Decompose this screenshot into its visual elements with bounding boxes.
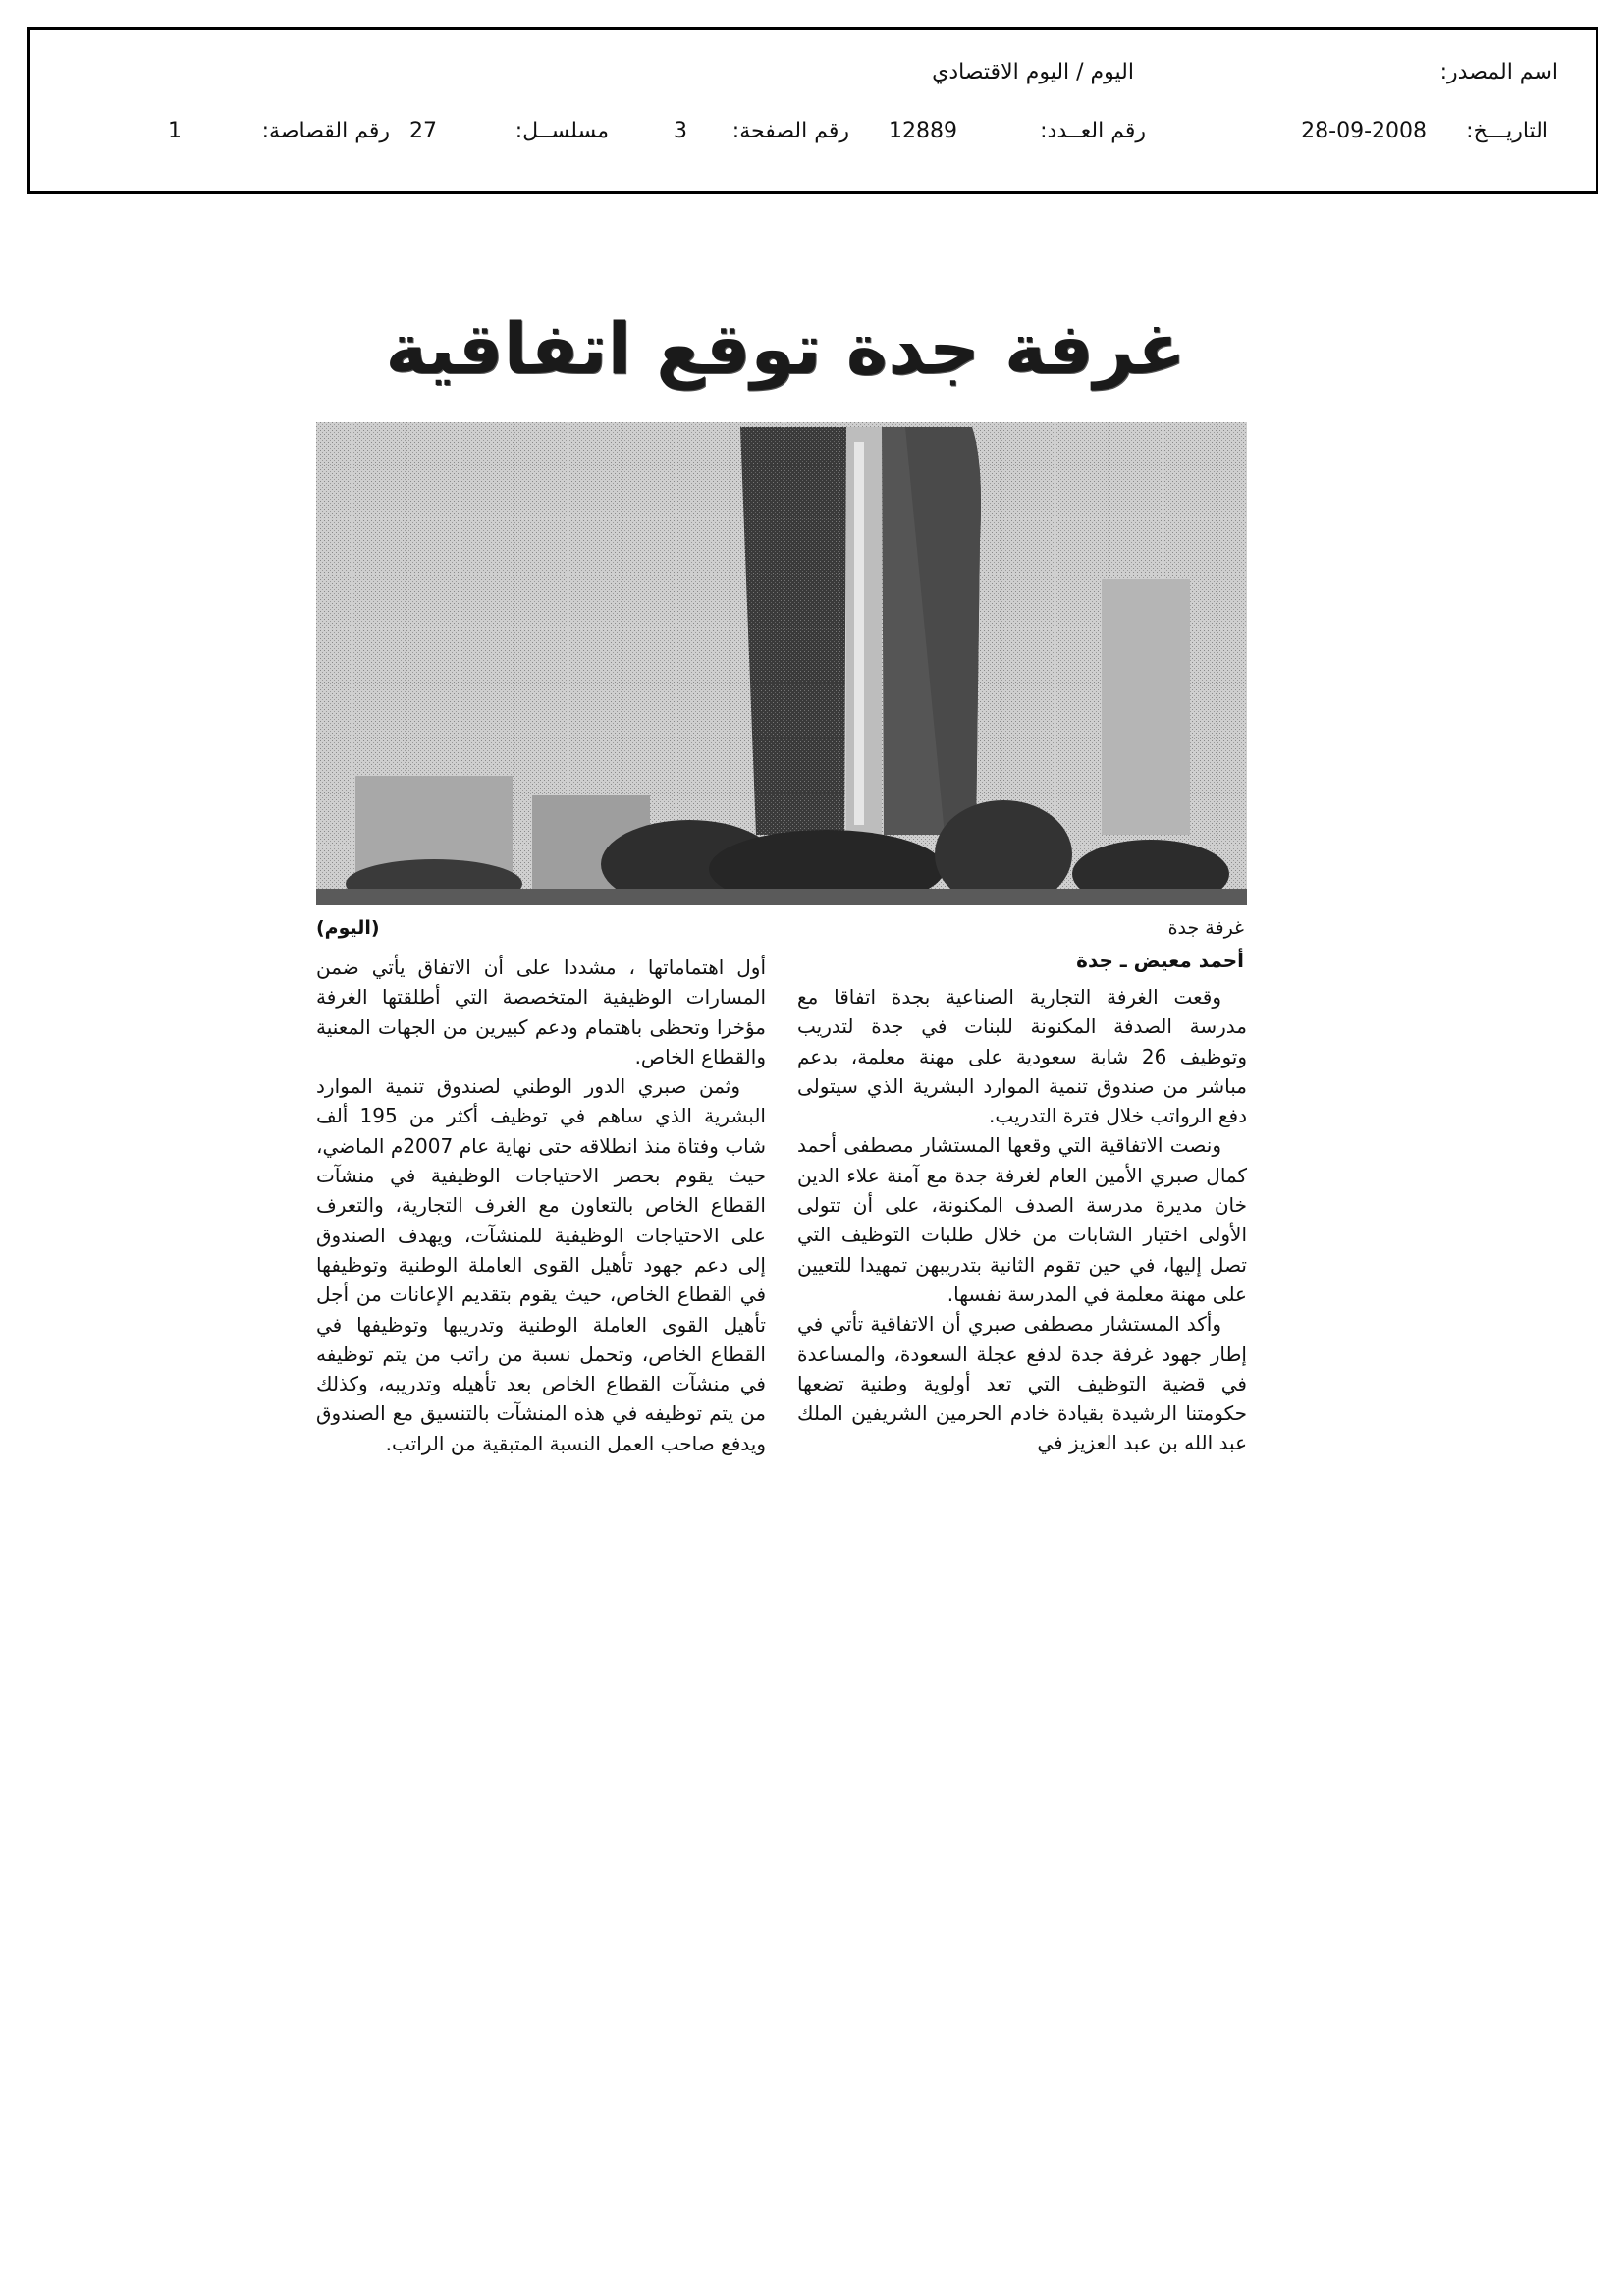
- clip-label: رقم القصاصة:: [261, 119, 390, 143]
- photo-credit: (اليوم): [316, 917, 380, 939]
- source-value: اليوم / اليوم الاقتصادي: [932, 60, 1134, 84]
- clip-value: 1: [168, 119, 182, 143]
- date-label: التاريـــخ:: [1466, 119, 1548, 143]
- article-byline: أحمد معيض ـ جدة: [1076, 949, 1244, 972]
- date-value: 28-09-2008: [1301, 119, 1427, 143]
- paragraph: ونصت الاتفاقية التي وقعها المستشار مصطفى أحمد كمال صبري الأمين العام لغرفة جدة مع آمنة علاء الدين خان مديرة مدرسة الصدف المكنونة، على أن تتولى الأولى اختيار الشابات من خلال طلبات التوظيف التي تصل إليها، في حين تقوم الثانية بتدريبهن تمهيدا للتعيين على مهنة معلمة في المدرسة نفسها.: [797, 1133, 1247, 1306]
- paragraph: أول اهتماماتها ، مشددا على أن الاتفاق يأتي ضمن المسارات الوظيفية المتخصصة التي أطلقتها الغرفة مؤخرا وتحظى باهتمام ودعم كبيرين من الجهات المعنية والقطاع الخاص.: [316, 956, 766, 1068]
- issue-value: 12889: [889, 119, 957, 143]
- clipping-metadata-box: [27, 27, 1598, 194]
- photo-caption: غرفة جدة: [1167, 917, 1244, 939]
- paragraph: وقعت الغرفة التجارية الصناعية بجدة اتفاقا مع مدرسة الصدفة المكنونة للبنات في جدة لتدريب وتوظيف 26 شابة سعودية على مهنة معلمة، بدعم مباشر من صندوق تنمية الموارد البشرية الذي سيتولى دفع الرواتب خلال فترة التدريب.: [797, 985, 1247, 1128]
- paragraph: وثمن صبري الدور الوطني لصندوق تنمية الموارد البشرية الذي ساهم في توظيف أكثر من 195 ألف شاب وفتاة منذ انطلاقه حتى نهاية عام 2007م الماضي، حيث يقوم بحصر الاحتياجات الوظيفية في منشآت القطاع الخاص بالتعاون مع الغرف التجارية، والتعرف على الاحتياجات الوظيفية للمنشآت، ويهدف الصندوق إلى دعم جهود تأهيل القوى العاملة الوطنية وتوظيفها في القطاع الخاص، حيث يقوم بتقديم الإعانات من أجل تأهيل القوى العاملة الوطنية وتدريبها وتوظيفها في القطاع الخاص، وتحمل نسبة من راتب من يتم توظيفه في منشآت القطاع الخاص بعد تأهيله وتدريبه، وكذلك من يتم توظيفه في هذه المنشآت بالتنسيق مع الصندوق ويدفع صاحب العمل النسبة المتبقية من الراتب.: [316, 1074, 767, 1455]
- serial-value: 27: [409, 119, 437, 143]
- serial-label: مسلســل:: [514, 119, 609, 143]
- article-headline: غرفة جدة توقع اتفاقية: [385, 307, 1186, 390]
- paragraph: وأكد المستشار مصطفى صبري أن الاتفاقية تأتي في إطار جهود غرفة جدة لدفع عجلة السعودة، والمساعدة في قضية التوظيف التي تعد أولوية وطنية تضعها حكومتنا الرشيدة بقيادة خادم الحرمين الشريفين الملك عبد الله بن عبد العزيز في: [797, 1312, 1247, 1455]
- article-photo: [316, 422, 1247, 905]
- page-label: رقم الصفحة:: [731, 119, 849, 143]
- page-value: 3: [674, 119, 687, 143]
- article-column-left: [316, 953, 766, 1458]
- article-column-right: [797, 982, 1247, 1458]
- issue-label: رقم العــدد:: [1040, 119, 1146, 143]
- source-label: اسم المصدر:: [1439, 60, 1558, 84]
